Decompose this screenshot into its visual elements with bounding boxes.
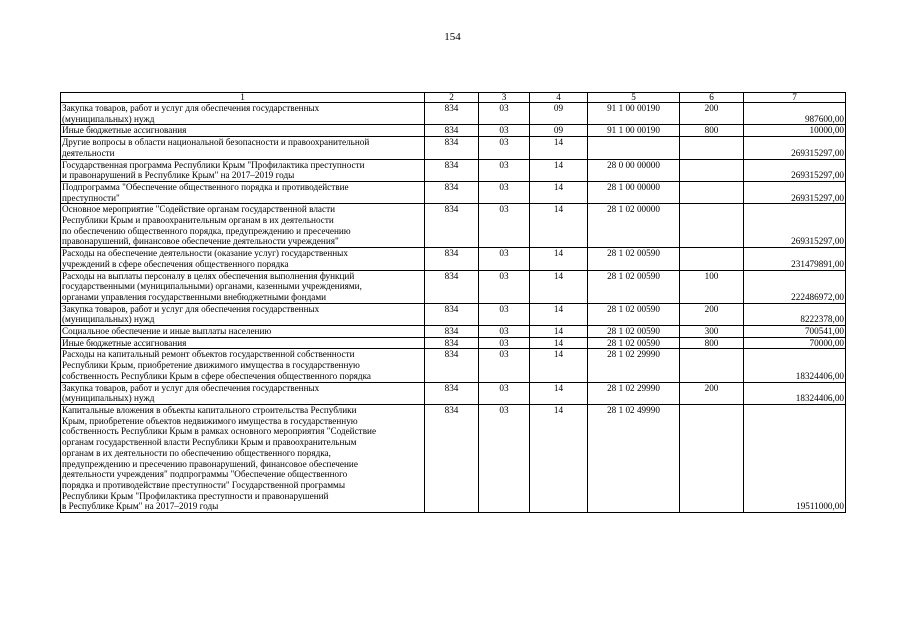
row-name-cell: Закупка товаров, работ и услуг для обеспечения государственных (муниципальных) нужд	[61, 382, 425, 404]
target-article-cell: 28 1 02 29990	[588, 349, 680, 382]
table-row	[61, 125, 846, 137]
row-name-cell: Государственная программа Республики Крым "Профилактика преступности и правонарушений в Республике Крым" на 2017–2019 годы	[61, 159, 425, 181]
section-code-cell: 03	[479, 181, 530, 203]
expense-type-cell: 800	[680, 337, 744, 349]
target-article-cell: 28 0 00 00000	[588, 159, 680, 181]
section-code-cell: 03	[479, 103, 530, 125]
subsection-code-cell: 14	[530, 404, 588, 512]
subsection-code-cell: 14	[530, 137, 588, 159]
ministry-code-cell: 834	[425, 181, 479, 203]
section-code-cell: 03	[479, 248, 530, 270]
ministry-code-cell: 834	[425, 204, 479, 248]
expense-type-cell	[680, 181, 744, 203]
target-article-cell	[588, 137, 680, 159]
row-name-cell: Иные бюджетные ассигнования	[61, 125, 425, 137]
expense-type-cell: 200	[680, 103, 744, 125]
amount-cell: 269315297,00	[744, 137, 846, 159]
row-name-cell: Расходы на выплаты персоналу в целях обеспечения выполнения функций государственными (муниципальными) органами, казенными учреждениями, органами управления государственными внебюджетными фондами	[61, 270, 425, 303]
subsection-code-cell: 14	[530, 270, 588, 303]
table-row	[61, 204, 846, 248]
expense-type-cell	[680, 137, 744, 159]
row-name-cell: Расходы на капитальный ремонт объектов государственной собственности Республики Крым, приобретение движимого имущества в государственную собственность Республики Крым в сфере обеспечения общественного порядка	[61, 349, 425, 382]
row-name-cell: Иные бюджетные ассигнования	[61, 337, 425, 349]
section-code-cell: 03	[479, 382, 530, 404]
table-row	[61, 349, 846, 382]
target-article-cell: 28 1 02 00590	[588, 326, 680, 338]
header-cell: 7	[744, 93, 846, 103]
target-article-cell: 28 1 02 00590	[588, 248, 680, 270]
header-cell: 5	[588, 93, 680, 103]
expense-type-cell: 100	[680, 270, 744, 303]
amount-cell: 19511000,00	[744, 404, 846, 512]
subsection-code-cell: 09	[530, 103, 588, 125]
target-article-cell: 28 1 00 00000	[588, 181, 680, 203]
amount-cell: 269315297,00	[744, 204, 846, 248]
ministry-code-cell: 834	[425, 337, 479, 349]
subsection-code-cell: 14	[530, 337, 588, 349]
amount-cell: 231479891,00	[744, 248, 846, 270]
section-code-cell: 03	[479, 159, 530, 181]
ministry-code-cell: 834	[425, 248, 479, 270]
amount-cell: 987600,00	[744, 103, 846, 125]
target-article-cell: 28 1 02 49990	[588, 404, 680, 512]
subsection-code-cell: 14	[530, 204, 588, 248]
section-code-cell: 03	[479, 303, 530, 325]
amount-cell: 269315297,00	[744, 159, 846, 181]
amount-cell: 70000,00	[744, 337, 846, 349]
target-article-cell: 91 1 00 00190	[588, 125, 680, 137]
section-code-cell: 03	[479, 204, 530, 248]
amount-cell: 10000,00	[744, 125, 846, 137]
subsection-code-cell: 14	[530, 159, 588, 181]
ministry-code-cell: 834	[425, 326, 479, 338]
header-cell: 6	[680, 93, 744, 103]
budget-table	[60, 92, 846, 513]
section-code-cell: 03	[479, 270, 530, 303]
row-name-cell: Социальное обеспечение и иные выплаты населению	[61, 326, 425, 338]
target-article-cell: 28 1 02 00000	[588, 204, 680, 248]
amount-cell: 269315297,00	[744, 181, 846, 203]
subsection-code-cell: 14	[530, 248, 588, 270]
table-row	[61, 248, 846, 270]
target-article-cell: 91 1 00 00190	[588, 103, 680, 125]
table-row	[61, 337, 846, 349]
table-row	[61, 404, 846, 512]
table-row	[61, 270, 846, 303]
target-article-cell: 28 1 02 29990	[588, 382, 680, 404]
table-row	[61, 303, 846, 325]
target-article-cell: 28 1 02 00590	[588, 270, 680, 303]
expense-type-cell	[680, 159, 744, 181]
amount-cell: 700541,00	[744, 326, 846, 338]
ministry-code-cell: 834	[425, 404, 479, 512]
table-row	[61, 103, 846, 125]
expense-type-cell: 200	[680, 382, 744, 404]
section-code-cell: 03	[479, 125, 530, 137]
table-row	[61, 159, 846, 181]
amount-cell: 222486972,00	[744, 270, 846, 303]
subsection-code-cell: 09	[530, 125, 588, 137]
expense-type-cell: 800	[680, 125, 744, 137]
target-article-cell: 28 1 02 00590	[588, 303, 680, 325]
header-cell: 2	[425, 93, 479, 103]
row-name-cell: Подпрограмма "Обеспечение общественного порядка и противодействие преступности"	[61, 181, 425, 203]
expense-type-cell	[680, 404, 744, 512]
row-name-cell: Капитальные вложения в объекты капитального строительства Республики Крым, приобретение объектов недвижимого имущества в государственную собственность Республики Крым в рамках основного мероприятия "Содействие органам государственной власти Республики Крым и правоохранительным органам в их деятельности по обеспечению общественного порядка, предупреждению и пресечению правонарушений, финансовое обеспечение деятельности учреждения" подпрограммы "Обеспечение общественного порядка и противодействие преступности" Государственной программы Республики Крым "Профилактика преступности и правонарушений в Республике Крым" на 2017–2019 годы	[61, 404, 425, 512]
table-row	[61, 181, 846, 203]
ministry-code-cell: 834	[425, 349, 479, 382]
row-name-cell: Другие вопросы в области национальной безопасности и правоохранительной деятельности	[61, 137, 425, 159]
amount-cell: 8222378,00	[744, 303, 846, 325]
row-name-cell: Основное мероприятие "Содействие органам государственной власти Республики Крым и правоохранительным органам в их деятельности по обеспечению общественного порядка, предупреждению и пресечению правонарушений, финансовое обеспечение деятельности учреждения"	[61, 204, 425, 248]
header-cell: 1	[61, 93, 425, 103]
table-row	[61, 137, 846, 159]
amount-cell: 18324406,00	[744, 349, 846, 382]
expense-type-cell	[680, 248, 744, 270]
section-code-cell: 03	[479, 326, 530, 338]
page-number: 154	[444, 31, 461, 43]
row-name-cell: Расходы на обеспечение деятельности (оказание услуг) государственных учреждений в сфере обеспечения общественного порядка	[61, 248, 425, 270]
row-name-cell: Закупка товаров, работ и услуг для обеспечения государственных (муниципальных) нужд	[61, 103, 425, 125]
ministry-code-cell: 834	[425, 159, 479, 181]
ministry-code-cell: 834	[425, 137, 479, 159]
ministry-code-cell: 834	[425, 103, 479, 125]
subsection-code-cell: 14	[530, 181, 588, 203]
header-cell: 4	[530, 93, 588, 103]
ministry-code-cell: 834	[425, 382, 479, 404]
expense-type-cell: 300	[680, 326, 744, 338]
section-code-cell: 03	[479, 337, 530, 349]
amount-cell: 18324406,00	[744, 382, 846, 404]
subsection-code-cell: 14	[530, 349, 588, 382]
ministry-code-cell: 834	[425, 303, 479, 325]
header-cell: 3	[479, 93, 530, 103]
table-row	[61, 326, 846, 338]
expense-type-cell	[680, 349, 744, 382]
table-row	[61, 382, 846, 404]
ministry-code-cell: 834	[425, 270, 479, 303]
subsection-code-cell: 14	[530, 303, 588, 325]
subsection-code-cell: 14	[530, 326, 588, 338]
ministry-code-cell: 834	[425, 125, 479, 137]
section-code-cell: 03	[479, 349, 530, 382]
subsection-code-cell: 14	[530, 382, 588, 404]
table-header-row	[61, 93, 846, 103]
expense-type-cell	[680, 204, 744, 248]
expense-type-cell: 200	[680, 303, 744, 325]
row-name-cell: Закупка товаров, работ и услуг для обеспечения государственных (муниципальных) нужд	[61, 303, 425, 325]
target-article-cell: 28 1 02 00590	[588, 337, 680, 349]
section-code-cell: 03	[479, 404, 530, 512]
section-code-cell: 03	[479, 137, 530, 159]
